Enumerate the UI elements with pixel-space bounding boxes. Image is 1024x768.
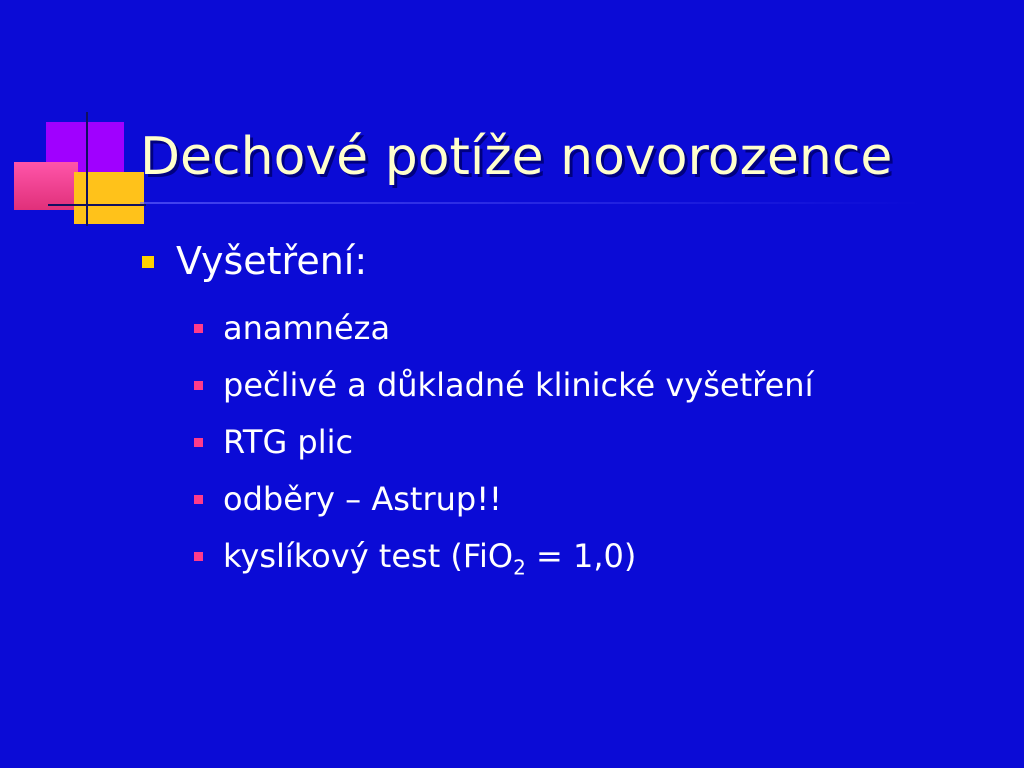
square-bullet-icon [194,324,203,333]
main-bullet-text: Vyšetření: [176,239,368,283]
square-bullet-icon [194,438,203,447]
list-item: anamnéza [194,300,813,357]
pink-square [14,162,78,210]
sub-bullet-list [194,300,813,596]
slide-title: Dechové potíže novorozence [140,127,893,187]
list-item: pečlivé a důkladné klinické vyšetření [194,357,813,414]
decorative-squares [0,0,160,230]
square-bullet-icon [194,381,203,390]
title-underline [140,202,920,204]
yellow-square [74,172,144,224]
list-item: kyslíkový test (FiO$_2$ = 1,0) [194,528,813,596]
square-bullet-icon [194,552,203,561]
horizontal-line [48,204,146,206]
list-item: odběry – Astrup!! [194,471,813,528]
square-bullet-icon [142,256,154,268]
vertical-line [86,112,88,226]
main-bullet [142,236,367,286]
square-bullet-icon [194,495,203,504]
list-item: RTG plic [194,414,813,471]
